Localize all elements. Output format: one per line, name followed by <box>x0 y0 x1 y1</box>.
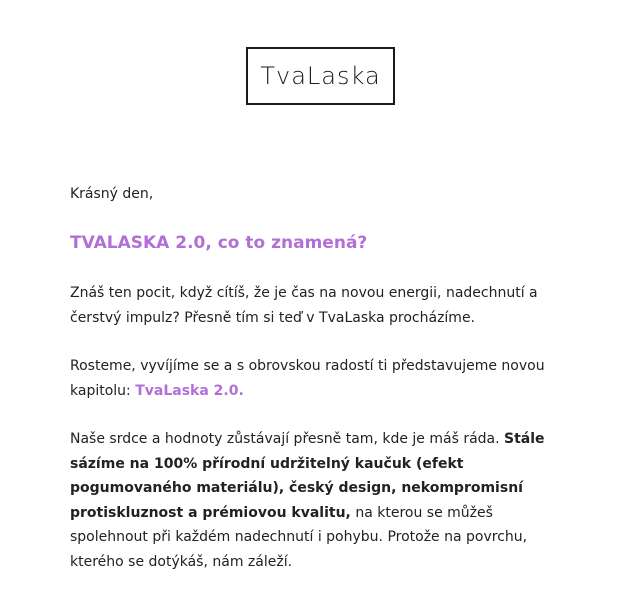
announcement-text: Rosteme, vyvíjíme se a s obrovskou radostí ti představujeme novou kapitolu: <box>70 358 545 399</box>
email-body <box>70 182 570 598</box>
paragraph-intro: Znáš ten pocit, když cítíš, že je čas na novou energii, nadechnutí a čerstvý impulz? Přesně tím si teď v TvaLaska procházíme. <box>70 285 538 326</box>
headline: TVALASKA 2.0, co to znamená? <box>70 233 368 253</box>
paragraph-values <box>70 427 570 574</box>
greeting: Krásný den, <box>70 186 154 202</box>
values-text-prefix: Naše srdce a hodnoty zůstávají přesně tam, kde je máš ráda. <box>70 431 505 447</box>
values-text-suffix: na kterou se můžeš spolehnout při každém nadechnutí i pohybu. Protože na povrchu, kterého se dotýkáš, nám záleží. <box>70 504 528 570</box>
paragraph-announcement <box>70 354 570 403</box>
brand-logo[interactable] <box>246 47 395 105</box>
brand-logo-text: TvaLaska <box>260 62 381 90</box>
values-text-bold: Stále sázíme na 100% přírodní udržitelný kaučuk (efekt pogumovaného materiálu), český design, nekompromisní protiskluznost a prémiovou kvalitu, <box>70 431 545 521</box>
version-highlight: TvaLaska 2.0. <box>135 382 244 399</box>
